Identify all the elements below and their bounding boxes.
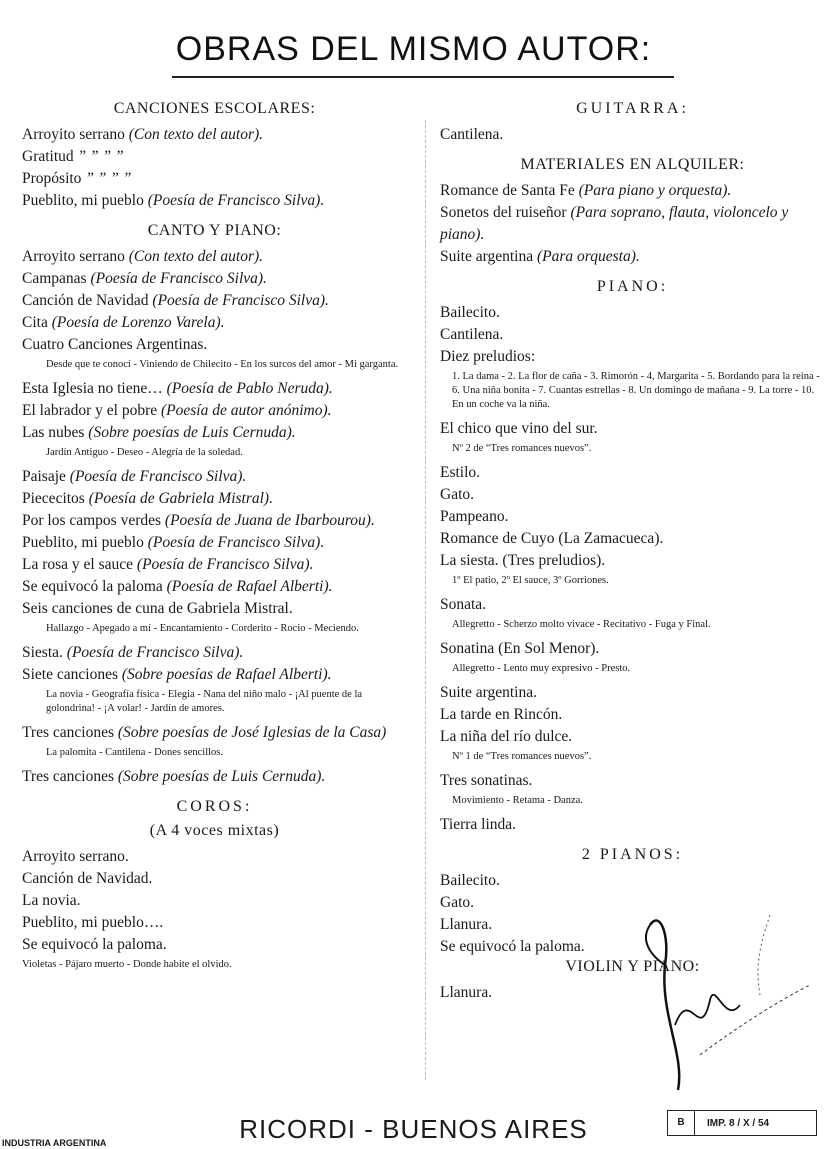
work-detail: 1º El patio, 2º El sauce, 3º Gorriones. [452, 575, 609, 586]
work-title: Siete canciones [22, 666, 122, 683]
list-item [22, 642, 407, 664]
list-item: La siesta. (Tres preludios). [440, 552, 606, 569]
page-title: OBRAS DEL MISMO AUTOR: [175, 30, 652, 68]
work-title: Piececitos [22, 490, 89, 507]
section-heading: 2 PIANOS: [581, 846, 684, 863]
work-note: (Poesía de Gabriela Mistral). [88, 490, 273, 507]
list-item: Cantilena. [440, 326, 504, 343]
work-note: (Poesía de Francisco Silva). [147, 192, 325, 209]
work-title: Seis canciones de cuna de Gabriela Mistral. [22, 600, 293, 617]
work-note: (Poesía de Francisco Silva). [69, 468, 247, 485]
work-note: (Poesía de Francisco Silva). [90, 270, 267, 287]
stamp-code: IMP. 8 / X / 54 [707, 1117, 770, 1129]
work-title: Arroyito serrano [22, 248, 129, 265]
list-item: Se equivocó la paloma. [440, 938, 585, 955]
section-coros [22, 846, 407, 956]
work-title: Pueblito, mi pueblo [22, 534, 148, 551]
column-divider [425, 120, 427, 1080]
list-item: Gato. [440, 894, 475, 911]
list-item [22, 488, 407, 510]
list-item: La novia. [22, 892, 81, 909]
list-item [22, 598, 407, 620]
work-detail: 1. La dama - 2. La flor de caña - 3. Rimorón - 4, Margarita - 5. Bordando para la reina - 6. Una niña bonita - 7. Cuantas estrellas - 8. Un domingo de mañana - 9. La torre - 10. En un coche va la niña. [452, 371, 820, 410]
work-note: (Para orquesta). [537, 248, 640, 265]
work-title: Cuatro Canciones Argentinas. [22, 336, 208, 353]
list-item [22, 422, 407, 444]
list-item [22, 378, 407, 400]
work-note: ” ” ” ” [85, 170, 132, 187]
list-item: La tarde en Rincón. [440, 706, 563, 723]
work-detail: Nº 1 de “Tres romances nuevos”. [452, 751, 592, 762]
list-item [22, 554, 407, 576]
list-item [22, 246, 407, 268]
list-item [22, 400, 407, 422]
work-note: (Poesía de Pablo Neruda). [166, 380, 333, 397]
list-item [22, 146, 407, 168]
work-title: Propósito [22, 170, 86, 187]
list-item: Se equivocó la paloma. [22, 936, 167, 953]
section-heading: GUITARRA: [576, 100, 689, 117]
work-detail: Desde que te conocí - Viniendo de Chilecito - En los surcos del amor - Mi garganta. [46, 359, 399, 370]
work-note: (Poesía de Francisco Silva). [152, 292, 329, 309]
work-note: (Poesía de autor anónimo). [161, 402, 332, 419]
work-note: (Poesía de Francisco Silva). [136, 556, 314, 573]
work-detail: Allegretto - Lento muy expresivo - Presto. [452, 663, 631, 674]
list-item [440, 246, 825, 268]
work-title: Canción de Navidad [22, 292, 153, 309]
list-item: El chico que vino del sur. [440, 420, 598, 437]
work-note: (Poesía de Juana de Ibarbourou). [164, 512, 375, 529]
work-detail: Movimiento - Retama - Danza. [452, 795, 583, 806]
list-item: Sonatina (En Sol Menor). [440, 640, 600, 657]
list-item [440, 180, 825, 202]
work-title: Las nubes [22, 424, 89, 441]
right-column [440, 100, 825, 1004]
list-item [440, 202, 825, 246]
work-note: ” ” ” ” [77, 148, 124, 165]
list-item [22, 722, 407, 744]
section-materiales [440, 180, 825, 268]
list-item [22, 290, 407, 312]
work-note: (Sobre poesías de Rafael Alberti). [121, 666, 332, 683]
stamp-letter: B [668, 1111, 695, 1135]
list-item [22, 190, 407, 212]
title-underline [172, 76, 674, 78]
list-item [22, 766, 407, 788]
list-item: Sonata. [440, 596, 487, 613]
work-note: (Poesía de Lorenzo Varela). [51, 314, 225, 331]
work-title: Campanas [22, 270, 91, 287]
list-item: Llanura. [440, 984, 493, 1001]
work-detail: La palomita - Cantilena - Dones sencillos. [46, 747, 223, 758]
section-heading: CANTO Y PIANO: [147, 222, 282, 239]
section-heading: PIANO: [596, 278, 669, 295]
work-title: Esta Iglesia no tiene… [22, 380, 167, 397]
list-item: Pueblito, mi pueblo…. [22, 914, 164, 931]
section-heading: CANCIONES ESCOLARES: [113, 100, 316, 117]
work-title: Tres canciones [22, 724, 118, 741]
work-title: Gratitud [22, 148, 78, 165]
work-title: Paisaje [22, 468, 70, 485]
list-item: Bailecito. [440, 304, 500, 321]
list-item: Diez preludios: [440, 348, 536, 365]
work-title: Arroyito serrano [22, 126, 129, 143]
list-item [22, 268, 407, 290]
list-item [22, 168, 407, 190]
work-note: (Sobre poesías de Luis Cernuda). [117, 768, 326, 785]
list-item: Canción de Navidad. [22, 870, 153, 887]
list-item [22, 576, 407, 598]
work-note: (Para soprano, flauta, violoncelo y piano). [440, 204, 789, 243]
work-title: Pueblito, mi pueblo [22, 192, 148, 209]
work-title: El labrador y el pobre [22, 402, 162, 419]
work-detail: Allegretto - Scherzo molto vivace - Recitativo - Fuga y Final. [452, 619, 711, 630]
work-detail: Hallazgo - Apegado a mí - Encantamiento - Corderito - Rocio - Meciendo. [46, 623, 359, 634]
left-column [22, 100, 407, 978]
list-item: La niña del río dulce. [440, 728, 573, 745]
list-item [22, 466, 407, 488]
list-item: Tres sonatinas. [440, 772, 533, 789]
section-canciones-escolares [22, 124, 407, 212]
publisher-footer: RICORDI - BUENOS AIRES [239, 1114, 588, 1144]
work-note: (Con texto del autor). [128, 126, 264, 143]
work-title: Cita [22, 314, 52, 331]
work-detail: Nº 2 de “Tres romances nuevos”. [452, 443, 592, 454]
list-item: Tierra linda. [440, 816, 517, 833]
work-note: (Poesía de Francisco Silva). [147, 534, 325, 551]
section-heading: COROS: [176, 798, 253, 815]
list-item: Llanura. [440, 916, 493, 933]
list-item [22, 664, 407, 686]
work-title: Por los campos verdes [22, 512, 165, 529]
list-item [22, 532, 407, 554]
industry-label: INDUSTRIA ARGENTINA [2, 1138, 107, 1148]
work-note: (Para piano y orquesta). [578, 182, 732, 199]
list-item: Romance de Cuyo (La Zamacueca). [440, 530, 664, 547]
work-title: Romance de Santa Fe [440, 182, 579, 199]
list-item: Suite argentina. [440, 684, 537, 701]
list-item [22, 312, 407, 334]
work-note: (Poesía de Rafael Alberti). [166, 578, 333, 595]
work-note: (Poesía de Francisco Silva). [66, 644, 244, 661]
work-title: Se equivocó la paloma [22, 578, 167, 595]
work-title: Tres canciones [22, 768, 118, 785]
work-detail: Jardín Antiguo - Deseo - Alegría de la soledad. [46, 447, 243, 458]
work-note: (Sobre poesías de Luis Cernuda). [88, 424, 296, 441]
work-title: Siesta. [22, 644, 67, 661]
section-canto-y-piano [22, 246, 407, 788]
list-item [22, 334, 407, 356]
print-stamp [667, 1110, 817, 1136]
work-title: La rosa y el sauce [22, 556, 137, 573]
list-item: Estilo. [440, 464, 481, 481]
author-signature-icon [630, 905, 825, 1095]
list-item: Pampeano. [440, 508, 509, 525]
section-subheading: (A 4 voces mixtas) [149, 822, 280, 839]
list-item: Gato. [440, 486, 475, 503]
list-item-note: Violetas - Pájaro muerto - Donde habite el olvido. [22, 959, 232, 970]
section-piano [440, 302, 825, 836]
list-item: Arroyito serrano. [22, 848, 129, 865]
work-note: (Con texto del autor). [128, 248, 264, 265]
list-item: Cantilena. [440, 126, 504, 143]
work-note: (Sobre poesías de José Iglesias de la Casa) [117, 724, 387, 741]
list-item [22, 124, 407, 146]
section-heading: VIOLIN Y PIANO: [565, 958, 700, 975]
work-detail: La novia - Geografía física - Elegia - Nana del niño malo - ¡Al puente de la golondrina! - ¡A volar! - Jardín de amores. [46, 689, 363, 714]
section-heading: MATERIALES EN ALQUILER: [520, 156, 745, 173]
work-title: Suite argentina [440, 248, 537, 265]
work-title: Sonetos del ruiseñor [440, 204, 571, 221]
section-guitarra [440, 124, 825, 146]
list-item: Bailecito. [440, 872, 500, 889]
list-item [22, 510, 407, 532]
